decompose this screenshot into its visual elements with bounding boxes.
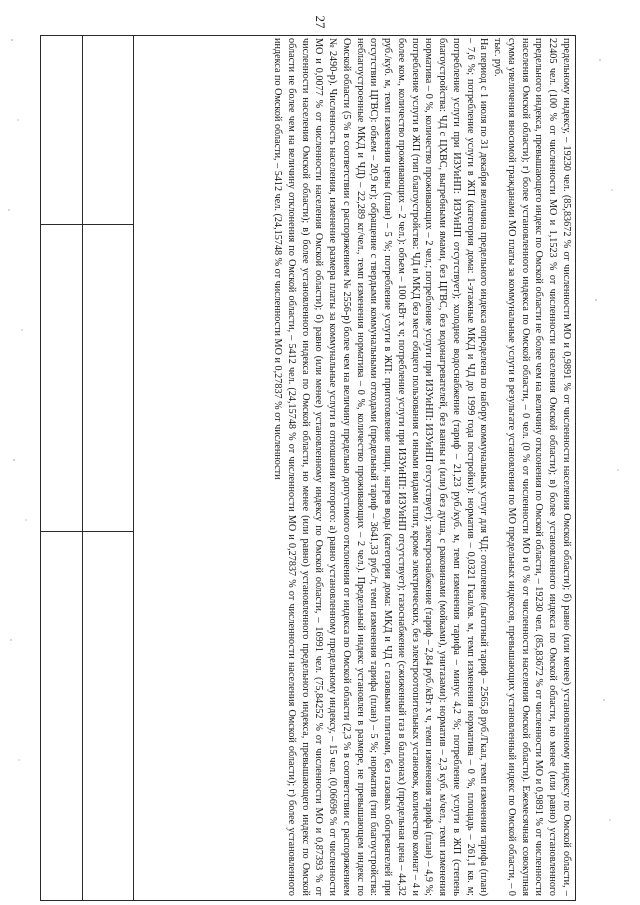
- page-number: 27: [313, 15, 328, 29]
- table-text-cell: [133, 36, 577, 902]
- paragraph-index-calculation: На период с 1 июля по 31 декабря величина предельного индекса определена по набору коммунальных услуг для ЧД: отопление (льготный тариф – 2565,8 руб./Гкал, темп изменения тарифа (план) – 7,6 %; потребление услуги в ЖП (категория дома: 1-этажные МКД и ЧД до 1999 года постройки): норматив – 0,0321 Гкал/кв. м, темп изменения норматива – 0 %, площадь – 261,1 кв. м; потребление услуги при ИЗУиНП: ИЗУиНП отсутствует); холодное водоснабжение (тариф – 21,23 руб./куб. м, темп изменения тарифа – минус 4,2 %; потребление услуги в ЖП (степень благоустройства: ЧД с ЦХВС, выгребными ямами, без ЦГВС, без водонагревателей, без ванны и (или) без душа, с раковинами (мойками), унитазами): норматив – 2,3 куб. м/чел., темп изменения норматива – 0 %, количество проживающих – 2 чел.; потребление услуги при ИЗУиНП: ИЗУиНП отсутствует); электроснабжение (тариф – 2,84 руб./кВт х ч, темп изменения тарифа (план) – 4,9 %; потребление услуги в ЖП (тип благоустройства: ЧД и МКД без мест общего пользования с иными видами плит, кроме электрических, без электроотопительных установок, количество комнат – 4 и более ком., количество проживающих – 2 чел.): объем – 100 кВт х ч; потребление услуги при ИЗУиНП: ИЗУиНП отсутствует); газоснабжение (сжиженный газ в баллонах) (предельная цена – 44,32 руб./куб. м, темп изменения цены (план) – 5 %; потребление услуги в ЖП: приготовление пищи, нагрев воды (категория дома: МКД и ЧД с газовыми плитами, без газовых обогревателей при отсутствии ЦГВС): объем – 20,9 кг); обращение с твердыми коммунальными отходами (предельный тариф – 3641,33 руб./т, темп изменения тарифа (план) – 5 %; норматив (тип благоустройства: неблагоустроенные МКД и ЧД) – 22,289 кг/чел., темп изменения норматива – 0 %, количество проживающих – 2 чел.). Предельный индекс установлен в размере, не превышающем индекс по Омской области (5 % в соответствии с распоряжением № 2556-р) более чем на величину предельно допустимого отклонения от индекса по Омской области (2,3 % в соответствии с распоряжением № 2490-р). Численность населения, изменение размера платы за коммунальные услуги в отношении которого: а) равно установленному предельному индексу, – 15 чел. (0,06696 % от численности МО и 0,0077 % от численности населения Омской области); б) равно (или менее) установленному индексу по Омской области, – 16991 чел. (75,84252 % от численности МО и 0,87393 % от численности населения Омской области); в) более установленного индекса по Омской области, но менее (или равно) установленного предельного индекса, превышающего индекс по Омской области не более чем на величину отклонения по Омской области, – 5412 чел. (24,15748 % от численности МО и 0,27837 % от численности населения Омской области); г) более установленного индекса по Омской области, – 5412 чел. (24,15748 % от численности МО и 0,27837 % от численности: [272, 38, 490, 896]
- rotated-text: [133, 38, 573, 896]
- table-row-divider: [82, 224, 133, 225]
- paragraph-population-summary: предельному индексу, – 19230 чел. (85,83672 % от численности МО и 0,9891 % от численности населения Омской области); б) равно (или менее) установленному индексу по Омской области, – 22405 чел. (100 % от численности МО и 1,1523 % от численности населения Омской области); в) более установленного индекса по Омской области, но менее (или равно) установленного предельного индекса, превышающего индекс по Омской области не более чем на величину отклонения по Омской области, – 19230 чел. (85,83672 % от численности МО и 0,9891 % от численности населения Омской области); г) более установленного индекса по Омской области, – 0 чел. (0 % от численности МО и 0 % от численности населения Омской области). Ежемесячная совокупная сумма увеличения вносимой гражданами МО платы за коммунальные услуги в результате установления по МО предельных индексов, превышающих установленный индекс по Омской области, – 0 тыс. руб.: [492, 38, 572, 896]
- document-table: [40, 35, 576, 901]
- table-column-divider: [82, 36, 83, 900]
- table-row-divider: [41, 224, 82, 225]
- table-row-divider: [82, 531, 133, 532]
- table-row-divider: [41, 531, 82, 532]
